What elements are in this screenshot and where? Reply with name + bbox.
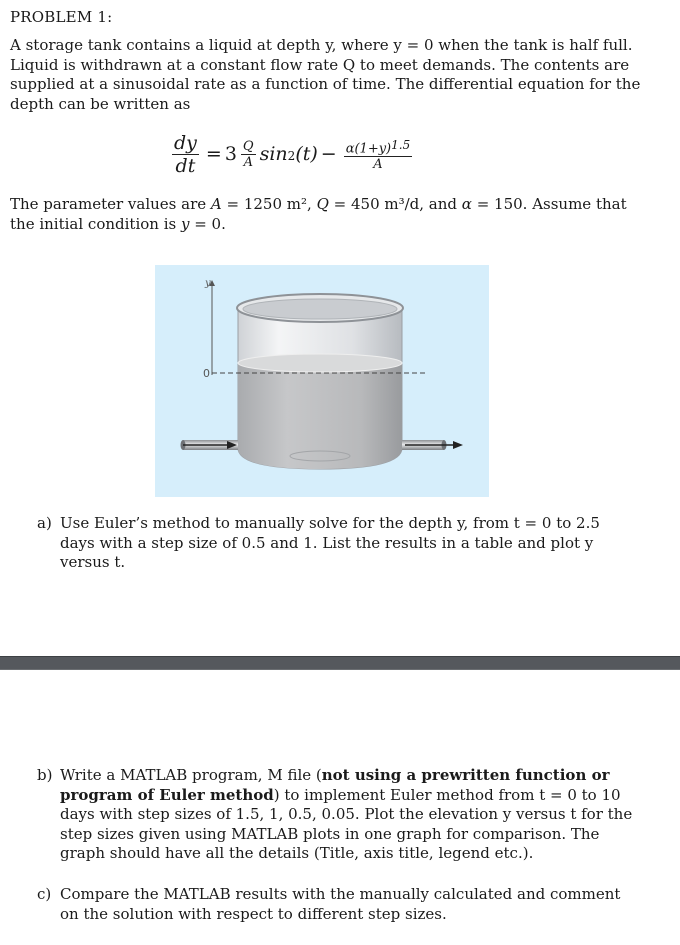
problem-intro: A storage tank contains a liquid at depth y, where y = 0 when the tank is half full. Liquid is withdrawn at a constant flow rate Q to meet demands. The contents are supplied at a sinusoidal rate as a function of time. The differential equation for the depth can be written as <box>10 36 641 113</box>
param-q-val: = 450 m³/d, and <box>328 195 462 213</box>
q-over-a-fraction <box>241 139 256 170</box>
param-q-var: Q <box>316 195 329 213</box>
param-alpha-var: α <box>461 195 472 213</box>
question-c-marker: c) <box>37 885 52 903</box>
outflow-exponent: 1.5 <box>391 137 411 152</box>
question-b-text <box>60 766 637 864</box>
q-numerator: Q <box>242 138 254 154</box>
liquid-surface <box>238 354 402 372</box>
sin-term: sin <box>259 143 288 165</box>
param-a-val: = 1250 m², <box>221 195 317 213</box>
question-a-text: Use Euler’s method to manually solve for the depth y, from t = 0 to 2.5 days with a step size of 0.5 and 1. List the results in a table and plot y versus t. <box>60 514 600 571</box>
minus-sign: − <box>320 143 337 165</box>
param-a-var: A <box>210 195 222 213</box>
question-b-text-2: ) to implement Euler method from t = 0 to 10 days with step sizes of 1.5, 1, 0.5, 0.05. Plot the elevation y versus t for the step sizes given using MATLAB plots in one graph for comparison. The graph should have all the details (Title, axis title, legend etc.). <box>60 785 633 862</box>
dy-dt-fraction <box>172 132 199 177</box>
question-b-marker: b) <box>37 766 53 784</box>
tank-illustration <box>155 265 489 497</box>
question-c <box>37 885 637 924</box>
question-a-marker: a) <box>37 514 52 532</box>
parameter-values <box>10 195 650 234</box>
page-divider <box>0 656 680 670</box>
tank-rim-inner <box>243 299 397 319</box>
param-alpha-val: = 150. Assume that the initial condition is <box>10 195 627 233</box>
sin-exponent: 2 <box>287 149 296 163</box>
params-text: The parameter values are <box>10 195 211 213</box>
differential-equation <box>168 126 416 182</box>
a-denominator: A <box>243 154 253 170</box>
dy-dt-denominator: dt <box>175 154 196 177</box>
tank-figure <box>155 265 489 497</box>
sin-argument: (t) <box>295 143 318 165</box>
outflow-denominator: A <box>373 157 383 173</box>
param-y-var: y <box>180 214 190 233</box>
question-b <box>37 766 637 864</box>
param-y-val: = 0. <box>189 214 226 233</box>
outflow-fraction <box>344 136 413 172</box>
question-a <box>37 514 637 573</box>
question-c-text: Compare the MATLAB results with the manually calculated and comment on the solution with respect to different step sizes. <box>60 885 621 923</box>
question-b-text-1: Write a MATLAB program, M file ( <box>60 766 322 784</box>
dy-dt-numerator: dy <box>174 131 197 154</box>
zero-label: 0 <box>203 367 210 380</box>
outflow-numerator <box>344 136 413 157</box>
coefficient: 3 <box>224 143 237 165</box>
question-b-bold: not using a prewritten function or program of Euler method <box>60 766 610 804</box>
outflow-base: α(1+y) <box>345 141 392 157</box>
problem-heading: PROBLEM 1: <box>10 8 113 26</box>
equals-sign: = <box>205 143 222 165</box>
tank-liquid <box>238 363 402 469</box>
y-axis-label: y <box>205 278 211 289</box>
